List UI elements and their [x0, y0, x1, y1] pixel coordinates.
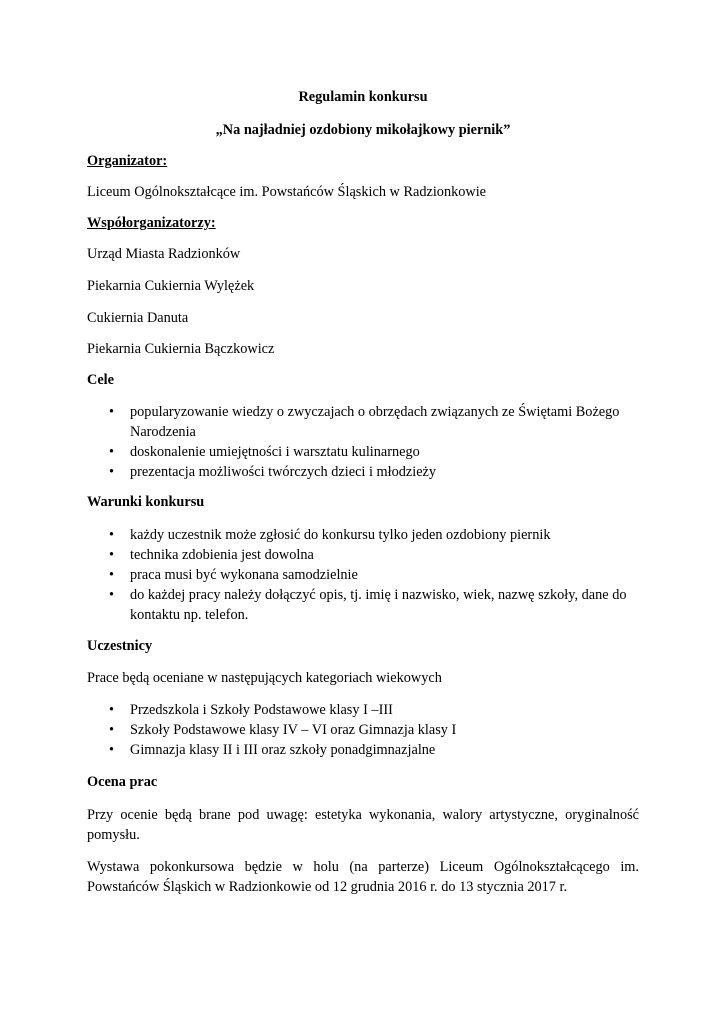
list-item: [87, 740, 639, 760]
category-text: Szkoły Podstawowe klasy IV – VI oraz Gimnazja klasy I: [130, 722, 457, 738]
coorganizer-item: Piekarnia Cukiernia Wylężek: [87, 278, 255, 294]
list-item: [87, 442, 639, 462]
bullet-icon: •: [109, 587, 115, 603]
list-item: [87, 585, 639, 625]
goal-text: prezentacja możliwości twórczych dzieci i młodzieży: [130, 464, 437, 480]
document-page: [87, 0, 639, 1024]
organizer-heading: Organizator:: [87, 153, 168, 169]
goals-list: [87, 402, 639, 482]
list-item: [87, 545, 639, 565]
list-item: [87, 720, 639, 740]
bullet-icon: •: [109, 742, 115, 758]
goals-heading: Cele: [87, 372, 114, 388]
condition-text: każdy uczestnik może zgłosić do konkursu tylko jeden ozdobiony piernik: [130, 527, 551, 543]
document-subtitle: „Na najładniej ozdobiony mikołajkowy piernik”: [215, 122, 511, 138]
document-title: Regulamin konkursu: [298, 89, 428, 105]
organizer-name: Liceum Ogólnokształcące im. Powstańców Śląskich w Radzionkowie: [87, 184, 487, 200]
list-item: [87, 462, 639, 482]
coorganizers-heading: Współorganizatorzy:: [87, 215, 216, 231]
list-item: [87, 402, 639, 442]
bullet-icon: •: [109, 547, 115, 563]
bullet-icon: •: [109, 464, 115, 480]
participants-list: [87, 700, 639, 760]
bullet-icon: •: [109, 444, 115, 460]
bullet-icon: •: [109, 722, 115, 738]
condition-text: do każdej pracy należy dołączyć opis, tj. imię i nazwisko, wiek, nazwę szkoły, dane do kontaktu np. telefon.: [130, 587, 627, 623]
coorganizer-item: Piekarnia Cukiernia Bączkowicz: [87, 341, 275, 357]
condition-text: praca musi być wykonana samodzielnie: [130, 567, 358, 583]
goal-text: popularyzowanie wiedzy o zwyczajach o obrzędach związanych ze Świętami Bożego Narodzenia: [130, 404, 620, 440]
bullet-icon: •: [109, 404, 115, 420]
goal-text: doskonalenie umiejętności i warsztatu kulinarnego: [130, 444, 420, 460]
participants-intro: Prace będą oceniane w następujących kategoriach wiekowych: [87, 670, 442, 686]
bullet-icon: •: [109, 567, 115, 583]
coorganizer-item: Urząd Miasta Radzionków: [87, 246, 241, 262]
evaluation-paragraph: Przy ocenie będą brane pod uwagę: estetyka wykonania, walory artystyczne, oryginalność pomysłu.: [87, 807, 639, 843]
category-text: Gimnazja klasy II i III oraz szkoły ponadgimnazjalne: [130, 742, 436, 758]
list-item: [87, 525, 639, 545]
coorganizer-item: Cukiernia Danuta: [87, 310, 189, 326]
evaluation-heading: Ocena prac: [87, 774, 158, 790]
category-text: Przedszkola i Szkoły Podstawowe klasy I –III: [130, 702, 393, 718]
conditions-list: [87, 525, 639, 625]
exhibition-paragraph: Wystawa pokonkursowa będzie w holu (na parterze) Liceum Ogólnokształcącego im. Powstańców Śląskich w Radzionkowie od 12 grudnia 2016 r. do 13 stycznia 2017 r.: [87, 859, 639, 895]
bullet-icon: •: [109, 527, 115, 543]
list-item: [87, 565, 639, 585]
condition-text: technika zdobienia jest dowolna: [130, 547, 314, 563]
bullet-icon: •: [109, 702, 115, 718]
conditions-heading: Warunki konkursu: [87, 494, 205, 510]
list-item: [87, 700, 639, 720]
participants-heading: Uczestnicy: [87, 638, 153, 654]
